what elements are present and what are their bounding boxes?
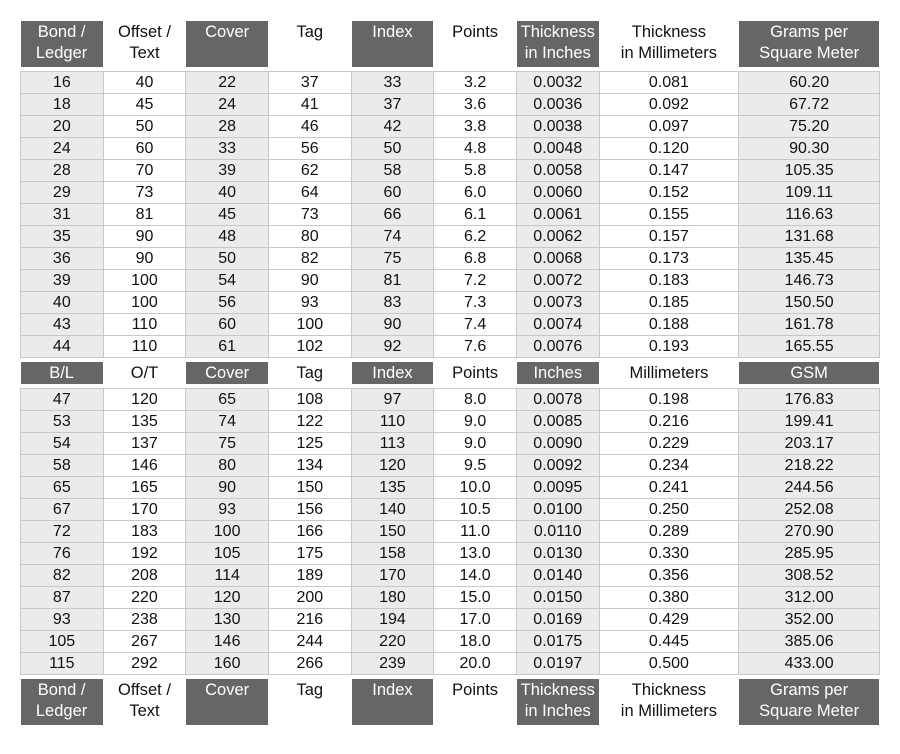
table-cell: 83 bbox=[351, 292, 434, 314]
table-cell: 150.50 bbox=[739, 292, 880, 314]
table-cell: 66 bbox=[351, 204, 434, 226]
table-cell: 176.83 bbox=[739, 389, 880, 411]
table-cell: 62 bbox=[268, 160, 351, 182]
table-cell: 0.0110 bbox=[516, 521, 599, 543]
table-cell: 0.0036 bbox=[516, 94, 599, 116]
table-cell: 9.5 bbox=[434, 455, 517, 477]
table-cell: 93 bbox=[21, 609, 104, 631]
column-header: Points bbox=[434, 362, 517, 384]
table-cell: 28 bbox=[186, 116, 269, 138]
table-row bbox=[21, 270, 880, 292]
table-cell: 58 bbox=[21, 455, 104, 477]
table-cell: 14.0 bbox=[434, 565, 517, 587]
column-header: Inches bbox=[516, 362, 599, 384]
table-cell: 252.08 bbox=[739, 499, 880, 521]
table-cell: 0.155 bbox=[599, 204, 739, 226]
table-cell: 352.00 bbox=[739, 609, 880, 631]
table-row bbox=[21, 653, 880, 675]
table-cell: 203.17 bbox=[739, 433, 880, 455]
table-cell: 115 bbox=[21, 653, 104, 675]
table-row bbox=[21, 292, 880, 314]
table-cell: 385.06 bbox=[739, 631, 880, 653]
table-cell: 58 bbox=[351, 160, 434, 182]
column-header: Index bbox=[351, 679, 434, 725]
table-cell: 114 bbox=[186, 565, 269, 587]
table-cell: 0.0197 bbox=[516, 653, 599, 675]
table-cell: 8.0 bbox=[434, 389, 517, 411]
table-row bbox=[21, 314, 880, 336]
table-cell: 80 bbox=[268, 226, 351, 248]
table-cell: 0.0169 bbox=[516, 609, 599, 631]
table-cell: 81 bbox=[351, 270, 434, 292]
table-cell: 146.73 bbox=[739, 270, 880, 292]
table-cell: 0.0100 bbox=[516, 499, 599, 521]
table-cell: 9.0 bbox=[434, 411, 517, 433]
table-cell: 33 bbox=[186, 138, 269, 160]
table-cell: 18.0 bbox=[434, 631, 517, 653]
table-cell: 220 bbox=[103, 587, 186, 609]
table-cell: 15.0 bbox=[434, 587, 517, 609]
table-cell: 267 bbox=[103, 631, 186, 653]
header-row-bottom bbox=[21, 679, 880, 725]
table-cell: 6.1 bbox=[434, 204, 517, 226]
column-header: Index bbox=[351, 21, 434, 67]
table-cell: 4.8 bbox=[434, 138, 517, 160]
table-cell: 100 bbox=[103, 270, 186, 292]
column-header: Cover bbox=[186, 21, 269, 67]
table-cell: 0.0062 bbox=[516, 226, 599, 248]
table-cell: 266 bbox=[268, 653, 351, 675]
table-row bbox=[21, 587, 880, 609]
table-cell: 0.380 bbox=[599, 587, 739, 609]
table-cell: 140 bbox=[351, 499, 434, 521]
table-cell: 192 bbox=[103, 543, 186, 565]
table-cell: 33 bbox=[351, 72, 434, 94]
table-cell: 200 bbox=[268, 587, 351, 609]
table-cell: 73 bbox=[268, 204, 351, 226]
table-cell: 285.95 bbox=[739, 543, 880, 565]
table-cell: 54 bbox=[186, 270, 269, 292]
table-cell: 135.45 bbox=[739, 248, 880, 270]
table-cell: 0.185 bbox=[599, 292, 739, 314]
table-cell: 22 bbox=[186, 72, 269, 94]
table-cell: 53 bbox=[21, 411, 104, 433]
column-header: O/T bbox=[103, 362, 186, 384]
table-cell: 0.0130 bbox=[516, 543, 599, 565]
table-row bbox=[21, 94, 880, 116]
table-cell: 6.0 bbox=[434, 182, 517, 204]
table-cell: 0.500 bbox=[599, 653, 739, 675]
table-cell: 0.193 bbox=[599, 336, 739, 358]
table-cell: 28 bbox=[21, 160, 104, 182]
table-cell: 312.00 bbox=[739, 587, 880, 609]
table-cell: 48 bbox=[186, 226, 269, 248]
table-cell: 72 bbox=[21, 521, 104, 543]
table-cell: 0.0072 bbox=[516, 270, 599, 292]
column-header: Cover bbox=[186, 679, 269, 725]
table-cell: 0.289 bbox=[599, 521, 739, 543]
table-cell: 125 bbox=[268, 433, 351, 455]
table-cell: 183 bbox=[103, 521, 186, 543]
table-cell: 36 bbox=[21, 248, 104, 270]
table-cell: 109.11 bbox=[739, 182, 880, 204]
table-cell: 120 bbox=[103, 389, 186, 411]
table-cell: 3.2 bbox=[434, 72, 517, 94]
column-header: Thickness in Millimeters bbox=[599, 679, 739, 725]
table-row bbox=[21, 336, 880, 358]
table-cell: 73 bbox=[103, 182, 186, 204]
table-cell: 29 bbox=[21, 182, 104, 204]
table-cell: 50 bbox=[186, 248, 269, 270]
table-cell: 0.0150 bbox=[516, 587, 599, 609]
table-cell: 97 bbox=[351, 389, 434, 411]
table-cell: 0.0092 bbox=[516, 455, 599, 477]
table-cell: 110 bbox=[103, 314, 186, 336]
table-cell: 40 bbox=[21, 292, 104, 314]
table-cell: 100 bbox=[103, 292, 186, 314]
table-cell: 208 bbox=[103, 565, 186, 587]
table-cell: 0.152 bbox=[599, 182, 739, 204]
table-cell: 54 bbox=[21, 433, 104, 455]
table-cell: 0.0140 bbox=[516, 565, 599, 587]
table-cell: 7.6 bbox=[434, 336, 517, 358]
table-cell: 166 bbox=[268, 521, 351, 543]
column-header: B/L bbox=[21, 362, 104, 384]
table-cell: 175 bbox=[268, 543, 351, 565]
table-cell: 60 bbox=[103, 138, 186, 160]
column-header: Bond / Ledger bbox=[21, 21, 104, 67]
table-cell: 82 bbox=[21, 565, 104, 587]
table-cell: 75.20 bbox=[739, 116, 880, 138]
table-cell: 60.20 bbox=[739, 72, 880, 94]
table-row bbox=[21, 609, 880, 631]
column-header: Millimeters bbox=[599, 362, 739, 384]
table-cell: 16 bbox=[21, 72, 104, 94]
table-cell: 39 bbox=[21, 270, 104, 292]
header-row-middle bbox=[21, 362, 880, 384]
table-cell: 0.0175 bbox=[516, 631, 599, 653]
table-cell: 0.0048 bbox=[516, 138, 599, 160]
table-cell: 122 bbox=[268, 411, 351, 433]
table-cell: 7.2 bbox=[434, 270, 517, 292]
table-row bbox=[21, 182, 880, 204]
table-cell: 17.0 bbox=[434, 609, 517, 631]
column-header: Bond / Ledger bbox=[21, 679, 104, 725]
table-cell: 10.0 bbox=[434, 477, 517, 499]
table-cell: 56 bbox=[186, 292, 269, 314]
table-cell: 180 bbox=[351, 587, 434, 609]
table-cell: 64 bbox=[268, 182, 351, 204]
table-row bbox=[21, 499, 880, 521]
table-cell: 93 bbox=[268, 292, 351, 314]
table-cell: 0.0073 bbox=[516, 292, 599, 314]
table-cell: 42 bbox=[351, 116, 434, 138]
table-cell: 18 bbox=[21, 94, 104, 116]
table-cell: 47 bbox=[21, 389, 104, 411]
table-cell: 0.216 bbox=[599, 411, 739, 433]
table-row bbox=[21, 565, 880, 587]
table-row bbox=[21, 543, 880, 565]
table-cell: 43 bbox=[21, 314, 104, 336]
table-cell: 218.22 bbox=[739, 455, 880, 477]
table-cell: 39 bbox=[186, 160, 269, 182]
table-cell: 37 bbox=[268, 72, 351, 94]
table-cell: 433.00 bbox=[739, 653, 880, 675]
table-cell: 0.356 bbox=[599, 565, 739, 587]
table-cell: 65 bbox=[21, 477, 104, 499]
table-cell: 70 bbox=[103, 160, 186, 182]
table-cell: 0.198 bbox=[599, 389, 739, 411]
table-cell: 92 bbox=[351, 336, 434, 358]
table-cell: 74 bbox=[186, 411, 269, 433]
table-cell: 216 bbox=[268, 609, 351, 631]
table-cell: 0.092 bbox=[599, 94, 739, 116]
table-cell: 0.147 bbox=[599, 160, 739, 182]
table-cell: 9.0 bbox=[434, 433, 517, 455]
table-cell: 90.30 bbox=[739, 138, 880, 160]
column-header: GSM bbox=[739, 362, 880, 384]
table-cell: 131.68 bbox=[739, 226, 880, 248]
table-cell: 90 bbox=[103, 226, 186, 248]
table-cell: 50 bbox=[351, 138, 434, 160]
table-cell: 165.55 bbox=[739, 336, 880, 358]
table-cell: 7.3 bbox=[434, 292, 517, 314]
table-cell: 102 bbox=[268, 336, 351, 358]
table-cell: 0.229 bbox=[599, 433, 739, 455]
column-header: Cover bbox=[186, 362, 269, 384]
table-cell: 0.081 bbox=[599, 72, 739, 94]
table-cell: 100 bbox=[186, 521, 269, 543]
table-cell: 0.234 bbox=[599, 455, 739, 477]
table-cell: 50 bbox=[103, 116, 186, 138]
table-row bbox=[21, 477, 880, 499]
table-cell: 0.0090 bbox=[516, 433, 599, 455]
table-cell: 67.72 bbox=[739, 94, 880, 116]
table-cell: 146 bbox=[103, 455, 186, 477]
table-cell: 100 bbox=[268, 314, 351, 336]
table-cell: 165 bbox=[103, 477, 186, 499]
table-cell: 189 bbox=[268, 565, 351, 587]
table-cell: 81 bbox=[103, 204, 186, 226]
table-cell: 46 bbox=[268, 116, 351, 138]
table-cell: 87 bbox=[21, 587, 104, 609]
table-cell: 0.241 bbox=[599, 477, 739, 499]
table-cell: 150 bbox=[268, 477, 351, 499]
table-row bbox=[21, 389, 880, 411]
table-cell: 220 bbox=[351, 631, 434, 653]
table-cell: 137 bbox=[103, 433, 186, 455]
table-cell: 74 bbox=[351, 226, 434, 248]
table-row bbox=[21, 226, 880, 248]
table-row bbox=[21, 411, 880, 433]
table-cell: 90 bbox=[268, 270, 351, 292]
table-cell: 130 bbox=[186, 609, 269, 631]
table-cell: 93 bbox=[186, 499, 269, 521]
table-cell: 90 bbox=[103, 248, 186, 270]
column-header: Thickness in Inches bbox=[516, 21, 599, 67]
table-cell: 308.52 bbox=[739, 565, 880, 587]
table-cell: 13.0 bbox=[434, 543, 517, 565]
table-cell: 135 bbox=[351, 477, 434, 499]
table-cell: 3.8 bbox=[434, 116, 517, 138]
table-cell: 20.0 bbox=[434, 653, 517, 675]
table-cell: 80 bbox=[186, 455, 269, 477]
table-cell: 60 bbox=[186, 314, 269, 336]
table-cell: 134 bbox=[268, 455, 351, 477]
table-cell: 0.188 bbox=[599, 314, 739, 336]
table-row bbox=[21, 248, 880, 270]
table-cell: 10.5 bbox=[434, 499, 517, 521]
column-header: Tag bbox=[268, 362, 351, 384]
table-cell: 156 bbox=[268, 499, 351, 521]
table-cell: 75 bbox=[186, 433, 269, 455]
table-cell: 238 bbox=[103, 609, 186, 631]
column-header: Grams per Square Meter bbox=[739, 679, 880, 725]
table-cell: 0.0038 bbox=[516, 116, 599, 138]
table-cell: 0.157 bbox=[599, 226, 739, 248]
table-cell: 90 bbox=[186, 477, 269, 499]
table-cell: 105 bbox=[186, 543, 269, 565]
table-cell: 24 bbox=[186, 94, 269, 116]
table-cell: 7.4 bbox=[434, 314, 517, 336]
column-header: Grams per Square Meter bbox=[739, 21, 880, 67]
table-cell: 0.0085 bbox=[516, 411, 599, 433]
table-cell: 105.35 bbox=[739, 160, 880, 182]
table-cell: 40 bbox=[186, 182, 269, 204]
column-header: Points bbox=[434, 679, 517, 725]
table-cell: 0.0095 bbox=[516, 477, 599, 499]
table-cell: 0.183 bbox=[599, 270, 739, 292]
column-header: Thickness in Inches bbox=[516, 679, 599, 725]
column-header: Offset / Text bbox=[103, 21, 186, 67]
table-cell: 244 bbox=[268, 631, 351, 653]
table-cell: 0.120 bbox=[599, 138, 739, 160]
header-row-top bbox=[21, 21, 880, 67]
table-cell: 0.0078 bbox=[516, 389, 599, 411]
table-row bbox=[21, 72, 880, 94]
table-cell: 60 bbox=[351, 182, 434, 204]
table-row bbox=[21, 138, 880, 160]
table-cell: 135 bbox=[103, 411, 186, 433]
table-cell: 120 bbox=[351, 455, 434, 477]
column-header: Offset / Text bbox=[103, 679, 186, 725]
column-header: Thickness in Millimeters bbox=[599, 21, 739, 67]
table-cell: 40 bbox=[103, 72, 186, 94]
table-cell: 150 bbox=[351, 521, 434, 543]
table-cell: 0.0074 bbox=[516, 314, 599, 336]
table-row bbox=[21, 455, 880, 477]
column-header: Index bbox=[351, 362, 434, 384]
table-cell: 31 bbox=[21, 204, 104, 226]
table-cell: 194 bbox=[351, 609, 434, 631]
table-cell: 6.8 bbox=[434, 248, 517, 270]
table-cell: 24 bbox=[21, 138, 104, 160]
table-cell: 270.90 bbox=[739, 521, 880, 543]
table-cell: 35 bbox=[21, 226, 104, 248]
table-cell: 0.0068 bbox=[516, 248, 599, 270]
table-cell: 0.097 bbox=[599, 116, 739, 138]
table-cell: 6.2 bbox=[434, 226, 517, 248]
table-cell: 108 bbox=[268, 389, 351, 411]
table-cell: 0.330 bbox=[599, 543, 739, 565]
table-row bbox=[21, 116, 880, 138]
table-cell: 0.0061 bbox=[516, 204, 599, 226]
column-header: Tag bbox=[268, 21, 351, 67]
table-cell: 75 bbox=[351, 248, 434, 270]
table-cell: 0.0076 bbox=[516, 336, 599, 358]
table-cell: 44 bbox=[21, 336, 104, 358]
table-cell: 41 bbox=[268, 94, 351, 116]
table-cell: 61 bbox=[186, 336, 269, 358]
table-cell: 146 bbox=[186, 631, 269, 653]
table-cell: 170 bbox=[351, 565, 434, 587]
table-cell: 170 bbox=[103, 499, 186, 521]
table-cell: 116.63 bbox=[739, 204, 880, 226]
table-cell: 158 bbox=[351, 543, 434, 565]
table-cell: 161.78 bbox=[739, 314, 880, 336]
table-cell: 0.250 bbox=[599, 499, 739, 521]
table-cell: 45 bbox=[103, 94, 186, 116]
table-cell: 199.41 bbox=[739, 411, 880, 433]
table-cell: 65 bbox=[186, 389, 269, 411]
table-row bbox=[21, 433, 880, 455]
table-cell: 0.173 bbox=[599, 248, 739, 270]
table-cell: 292 bbox=[103, 653, 186, 675]
table-row bbox=[21, 521, 880, 543]
table-cell: 110 bbox=[351, 411, 434, 433]
table-cell: 11.0 bbox=[434, 521, 517, 543]
table-cell: 0.445 bbox=[599, 631, 739, 653]
table-cell: 56 bbox=[268, 138, 351, 160]
table-cell: 0.429 bbox=[599, 609, 739, 631]
table-cell: 20 bbox=[21, 116, 104, 138]
table-cell: 113 bbox=[351, 433, 434, 455]
table-cell: 37 bbox=[351, 94, 434, 116]
table-cell: 3.6 bbox=[434, 94, 517, 116]
table-cell: 160 bbox=[186, 653, 269, 675]
table-cell: 82 bbox=[268, 248, 351, 270]
table-cell: 76 bbox=[21, 543, 104, 565]
table-cell: 0.0058 bbox=[516, 160, 599, 182]
column-header: Points bbox=[434, 21, 517, 67]
table-row bbox=[21, 160, 880, 182]
paper-weight-chart bbox=[20, 21, 880, 725]
table-cell: 45 bbox=[186, 204, 269, 226]
column-header: Tag bbox=[268, 679, 351, 725]
table-row bbox=[21, 204, 880, 226]
table-cell: 90 bbox=[351, 314, 434, 336]
table-cell: 67 bbox=[21, 499, 104, 521]
table-cell: 244.56 bbox=[739, 477, 880, 499]
paper-weight-table bbox=[20, 21, 880, 725]
table-cell: 0.0060 bbox=[516, 182, 599, 204]
table-cell: 110 bbox=[103, 336, 186, 358]
table-cell: 5.8 bbox=[434, 160, 517, 182]
table-cell: 239 bbox=[351, 653, 434, 675]
table-row bbox=[21, 631, 880, 653]
table-cell: 120 bbox=[186, 587, 269, 609]
table-cell: 0.0032 bbox=[516, 72, 599, 94]
table-cell: 105 bbox=[21, 631, 104, 653]
